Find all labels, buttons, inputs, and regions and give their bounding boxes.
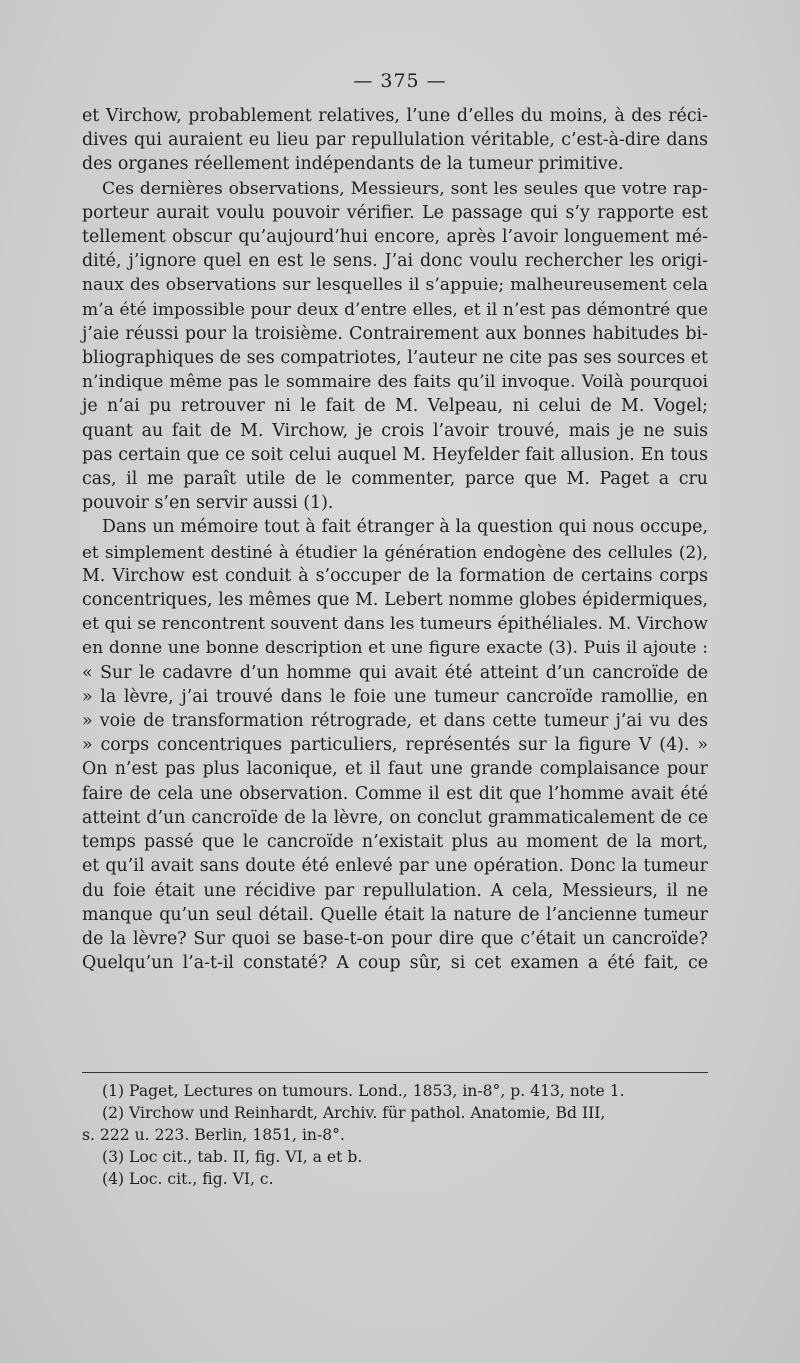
page-number: — 375 —: [353, 70, 447, 92]
body-text: [82, 104, 708, 975]
footnote: (1) Paget, Lectures on tumours. Lond., 1853, in-8°, p. 413, note 1.: [102, 1082, 625, 1100]
text-line: cas, il me paraît utile de le commenter, parce que M. Paget a cru: [82, 469, 708, 490]
text-line: atteint d’un cancroïde de la lèvre, on conclut grammaticalement de ce: [82, 807, 708, 828]
text-line: dité, j’ignore quel en est le sens. J’ai donc voulu rechercher les origi-: [82, 251, 708, 272]
text-line: j’aie réussi pour la troisième. Contrairement aux bonnes habitudes bi-: [82, 323, 708, 344]
text-line: et qu’il avait sans doute été enlevé par une opération. Donc la tumeur: [82, 856, 708, 877]
text-line: et Virchow, probablement relatives, l’une d’elles du moins, à des réci-: [82, 106, 708, 126]
text-line: faire de cela une observation. Comme il est dit que l’homme avait été: [82, 783, 708, 804]
footnote: (3) Loc cit., tab. II, fig. VI, a et b.: [102, 1148, 363, 1166]
text-line: M. Virchow est conduit à s’occuper de la formation de certains corps: [82, 565, 708, 586]
text-line: On n’est pas plus laconique, et il faut une grande complaisance pour: [82, 759, 708, 780]
text-line: du foie était une récidive par repullulation. A cela, Messieurs, il ne: [82, 880, 708, 901]
paragraph-1: [82, 104, 708, 177]
text-line: Quelqu’un l’a-t-il constaté? A coup sûr, si cet examen a été fait, ce: [82, 953, 708, 974]
paragraph-2: [82, 177, 708, 516]
text-line: et simplement destiné à étudier la génération endogène des cellules (2),: [82, 541, 708, 562]
footnote-divider: [82, 1072, 708, 1073]
footnotes: [82, 1080, 708, 1190]
text-line: » corps concentriques particuliers, représentés sur la figure V (4). »: [82, 735, 708, 756]
text-line: concentriques, les mêmes que M. Lebert nomme globes épidermiques,: [82, 590, 708, 611]
text-line: » voie de transformation rétrograde, et dans cette tumeur j’ai vu des: [82, 711, 708, 732]
text-line: et qui se rencontrent souvent dans les tumeurs épithéliales. M. Virchow: [82, 614, 708, 635]
text-line: je n’ai pu retrouver ni le fait de M. Velpeau, ni celui de M. Vogel;: [82, 396, 708, 417]
text-line: tellement obscur qu’aujourd’hui encore, après l’avoir longuement mé-: [82, 227, 708, 248]
text-line: de la lèvre? Sur quoi se base-t-on pour dire que c’était un cancroïde?: [82, 928, 708, 949]
footnote: (4) Loc. cit., fig. VI, c.: [102, 1170, 274, 1188]
text-line: naux des observations sur lesquelles il s’appuie; malheureusement cela: [82, 275, 708, 296]
paragraph-3: [82, 515, 708, 975]
footnote-continuation: s. 222 u. 223. Berlin, 1851, in-8°.: [82, 1126, 345, 1144]
footnote: (2) Virchow und Reinhardt, Archiv. für pathol. Anatomie, Bd III,: [102, 1104, 606, 1122]
text-line: n’indique même pas le sommaire des faits qu’il invoque. Voilà pourquoi: [82, 372, 708, 393]
text-line: quant au fait de M. Virchow, je crois l’avoir trouvé, mais je ne suis: [82, 420, 708, 441]
text-line: Dans un mémoire tout à fait étranger à la question qui nous occupe,: [102, 517, 708, 538]
text-line: bliographiques de ses compatriotes, l’auteur ne cite pas ses sources et: [82, 348, 708, 369]
text-line: » la lèvre, j’ai trouvé dans le foie une tumeur cancroïde ramollie, en: [82, 686, 708, 707]
text-line: « Sur le cadavre d’un homme qui avait été atteint d’un cancroïde de: [82, 662, 708, 683]
text-line: en donne une bonne description et une figure exacte (3). Puis il ajoute :: [82, 638, 708, 659]
text-line: porteur aurait voulu pouvoir vérifier. Le passage qui s’y rapporte est: [82, 202, 708, 223]
text-line: manque qu’un seul détail. Quelle était la nature de l’ancienne tumeur: [82, 904, 708, 925]
text-line: Ces dernières observations, Messieurs, sont les seules que votre rap-: [102, 178, 708, 199]
text-line: temps passé que le cancroïde n’existait plus au moment de la mort,: [82, 832, 708, 853]
text-line: dives qui auraient eu lieu par repullulation véritable, c’est-à-dire dans: [82, 130, 708, 151]
text-line: pas certain que ce soit celui auquel M. Heyfelder fait allusion. En tous: [82, 444, 708, 465]
text-line: m’a été impossible pour deux d’entre elles, et il n’est pas démontré que: [82, 299, 708, 320]
text-line: des organes réellement indépendants de la tumeur primitive.: [82, 154, 624, 175]
text-line: pouvoir s’en servir aussi (1).: [82, 493, 334, 514]
